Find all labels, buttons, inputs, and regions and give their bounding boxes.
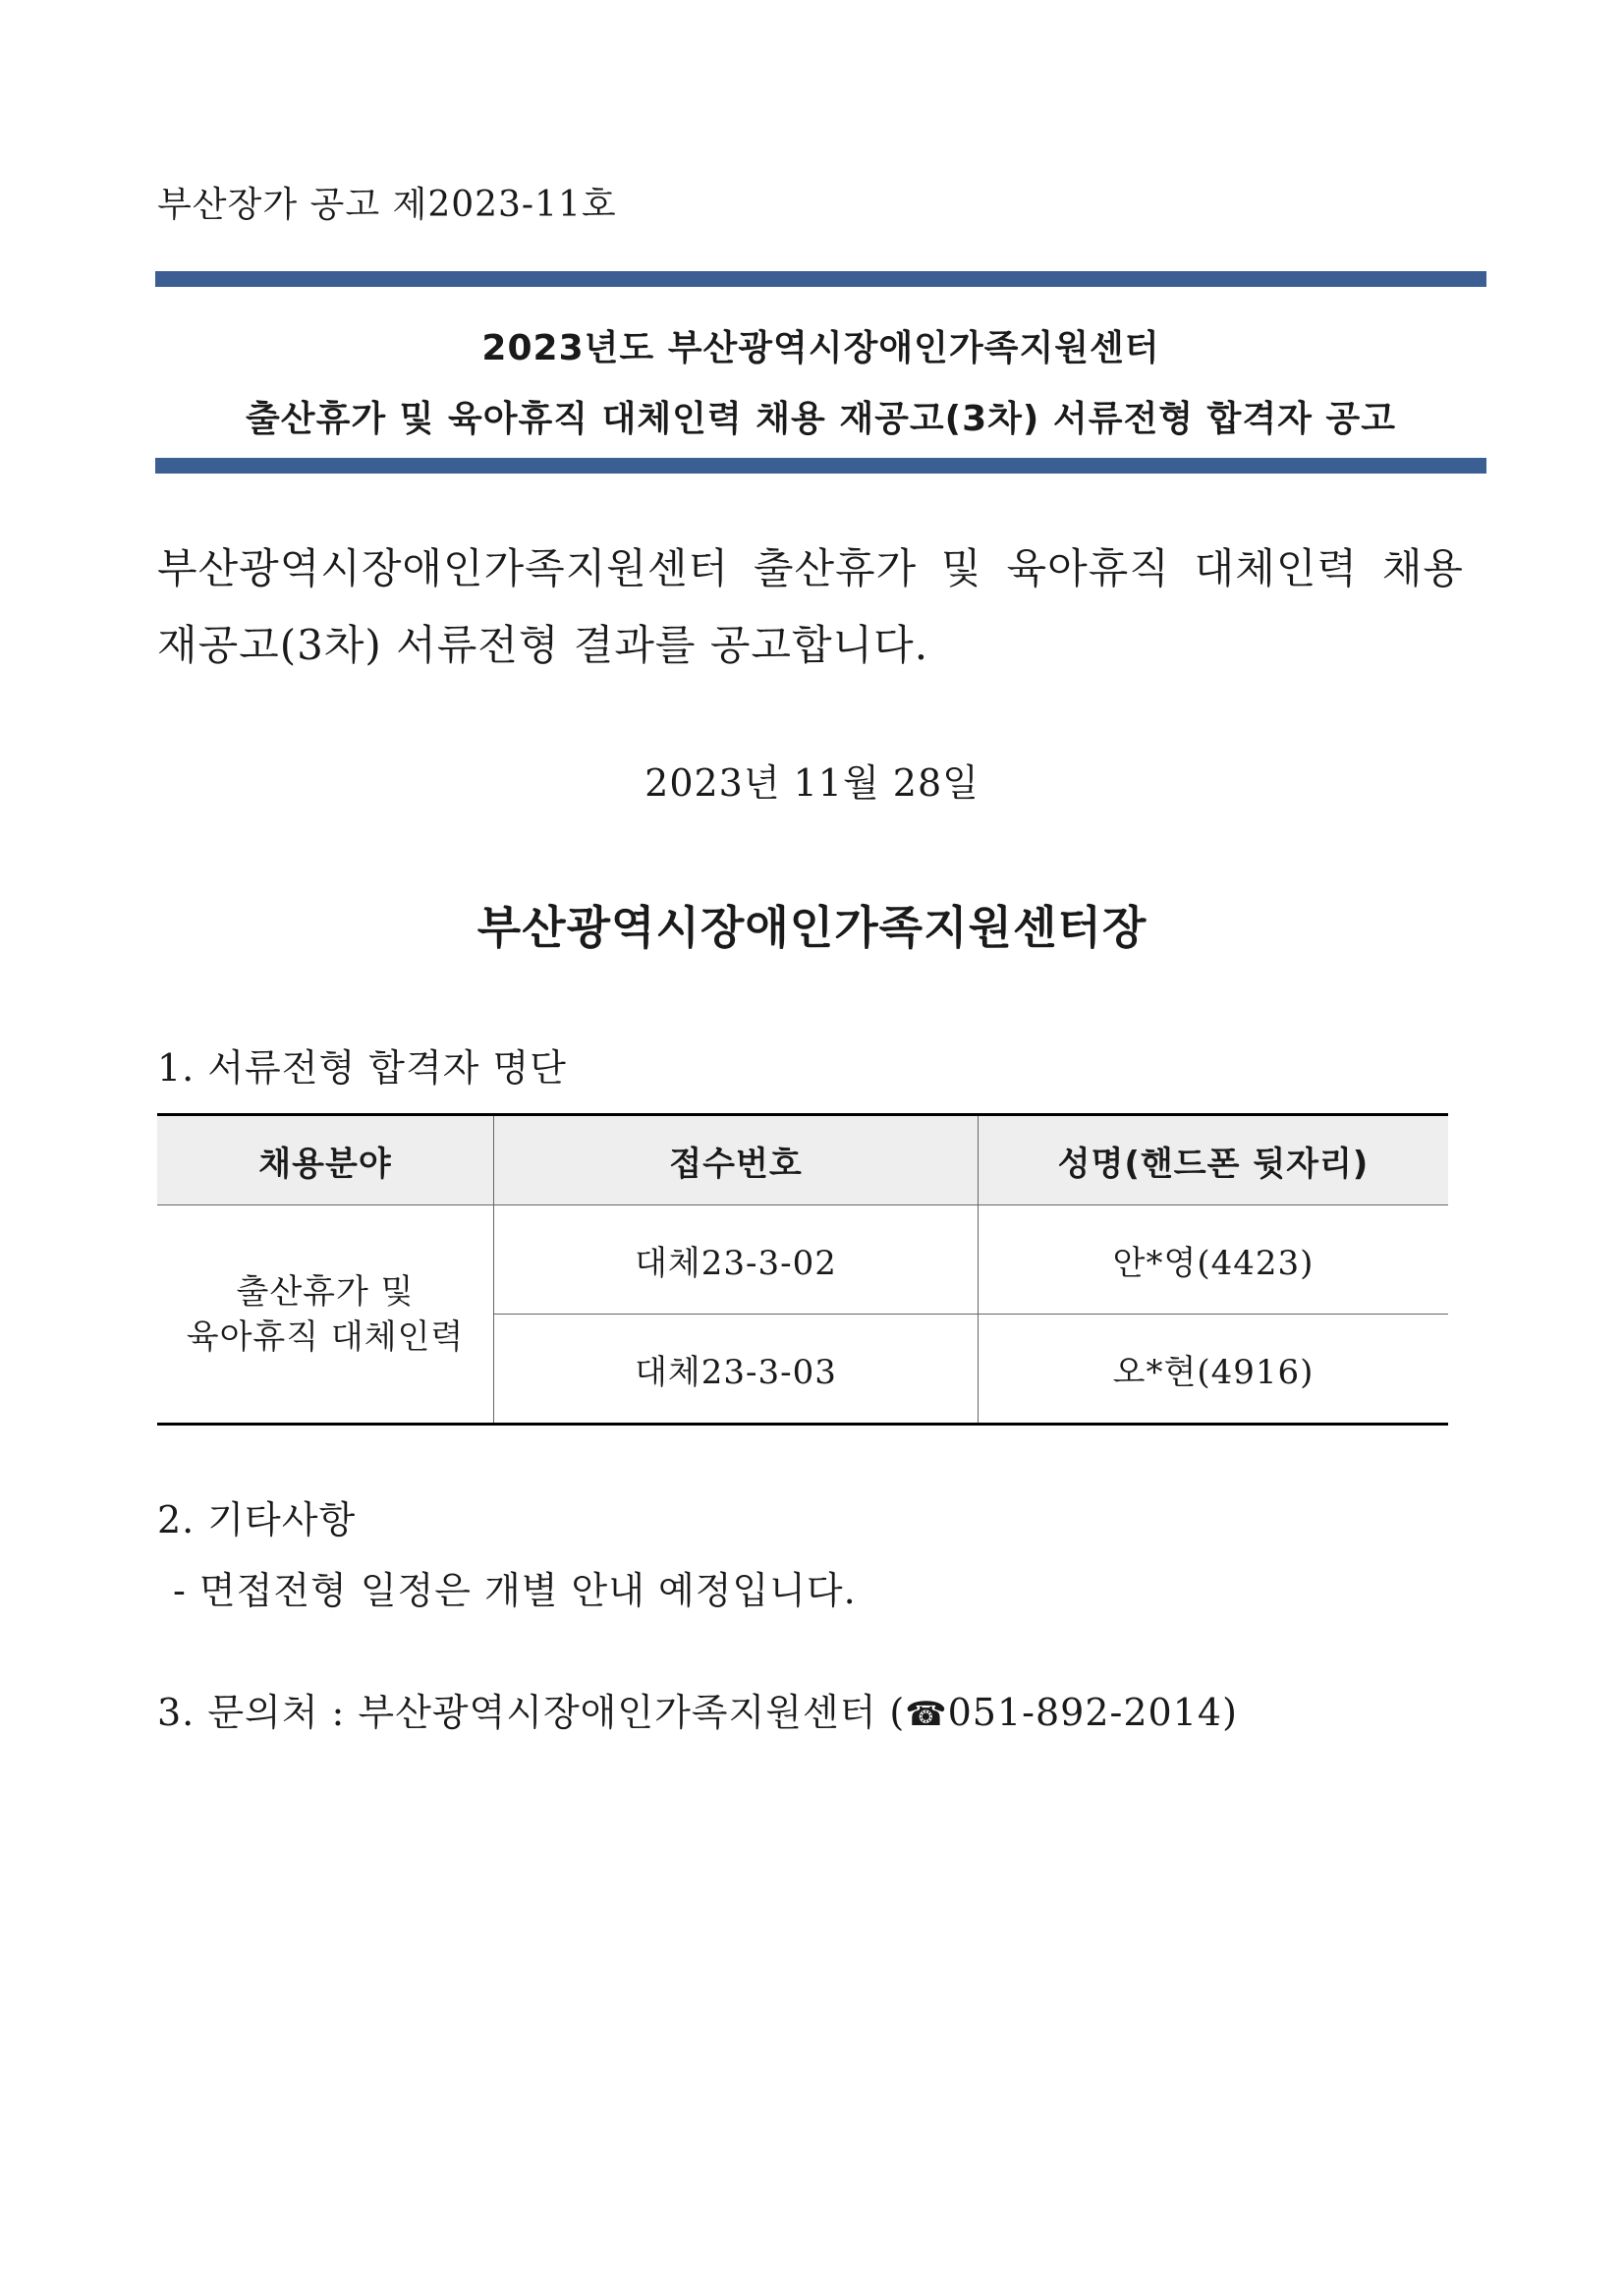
contact-phone: 051-892-2014 [947,1691,1223,1734]
applicant-name: 안*영(4423) [979,1205,1449,1315]
applicant-name: 오*현(4916) [979,1315,1449,1425]
field-cell [157,1205,494,1425]
section-1-heading: 1. 서류전형 합격자 명단 [157,1046,567,1090]
header-field: 채용분야 [157,1115,494,1205]
field-line-1: 출산휴가 및 [236,1271,415,1312]
issuer-title: 부산광역시장애인가족지원센터장 [476,901,1148,954]
intro-paragraph: 부산광역시장애인가족지원센터 출산휴가 및 육아휴직 대체인력 채용 재공고(3차) 서류전형 결과를 공고합니다. [157,544,1464,669]
notice-date: 2023년 11월 28일 [644,761,980,805]
table-row [157,1205,1448,1315]
section-2-item: - 면접전형 일정은 개별 안내 예정입니다. [173,1569,857,1612]
header-name: 성명(핸드폰 뒷자리) [979,1115,1449,1205]
table-header-row [157,1115,1448,1205]
header-number: 접수번호 [494,1115,979,1205]
title-line-2: 출산휴가 및 육아휴직 대체인력 채용 재공고(3차) 서류전형 합격자 공고 [246,399,1396,439]
applicant-number: 대체23-3-02 [494,1205,979,1315]
title-band-top [155,271,1486,287]
title-band-bottom [155,458,1486,474]
notice-number: 부산장가 공고 제2023-11호 [157,185,617,225]
title-line-1: 2023년도 부산광역시장애인가족지원센터 [481,328,1160,368]
contact-prefix: 3. 문의처 : 부산광역시장애인가족지원센터 ( [157,1691,906,1734]
contact-suffix: ) [1222,1691,1238,1734]
applicant-number: 대체23-3-03 [494,1315,979,1425]
phone-icon: ☎ [905,1695,948,1734]
section-2-heading: 2. 기타사항 [157,1498,357,1541]
result-table [157,1113,1448,1426]
section-3-contact [157,1682,1238,1736]
field-line-2: 육아휴직 대체인력 [186,1316,465,1357]
